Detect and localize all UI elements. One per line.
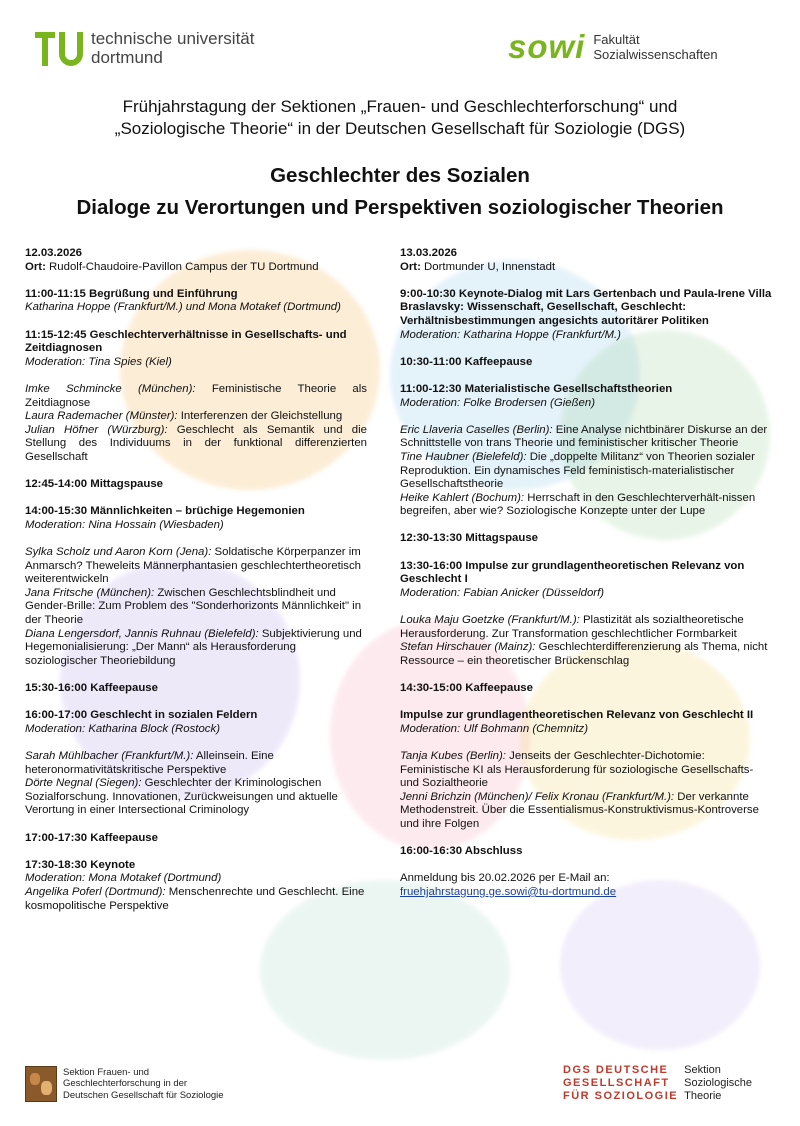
talk-title: Menschenrechte und Geschlecht. Eine kosmopolitische Perspektive: [25, 885, 365, 912]
talk-title: Soldatische Körperpanzer im Anmarsch? Theweleits Männerphantasien geschlechtertheoretisch weiterentwickeln: [25, 546, 362, 586]
talk: [400, 614, 775, 641]
talk-title: Jenseits der Geschlechter-Dichotomie: Feministische KI als Herausforderung für soziologische Gesellschafts- und Sozialtheorie: [400, 749, 754, 790]
talk-speaker: Angelika Poferl (Dortmund):: [25, 885, 166, 898]
session-title: 17:00-17:30 Kaffeepause: [25, 831, 158, 844]
day1-date: 12.03.2026: [25, 247, 83, 259]
session-talks: [25, 750, 367, 818]
session-mittagspause: [400, 532, 775, 546]
registration-text: Anmeldung bis 20.02.2026 per E-Mail an:: [400, 872, 610, 885]
session-moderation: Moderation: Katharina Block (Rostock): [25, 722, 220, 735]
intro-line1: Frühjahrstagung der Sektionen „Frauen- und Geschlechterforschung“ und: [122, 97, 678, 116]
talk-title: Geschlecht als Semantik und die Stellung des Individuums in der funktional differenzierten Gesellschaft: [25, 423, 367, 463]
footer-left-line1: Sektion Frauen- und: [63, 1066, 150, 1078]
intro-text: [40, 96, 760, 140]
tu-name-line2: dortmund: [91, 48, 163, 67]
day2-ort-label: Ort:: [400, 260, 421, 273]
registration: [400, 872, 775, 899]
title-line2: Dialoge zu Verortungen und Perspektiven soziologischer Theorien: [76, 196, 724, 219]
session-talks: [25, 383, 367, 465]
session-welcome: [25, 288, 367, 315]
talk: [25, 628, 367, 669]
page-title: [40, 160, 760, 224]
talk-speaker: Jana Fritsche (München):: [25, 586, 155, 599]
session-title: 14:00-15:30 Männlichkeiten – brüchige Hegemonien: [25, 505, 305, 518]
talk-title: Der verkannte Methodenstreit. Über die Essentialismus-Konstruktivismus-Kontroverse und ihre Folgen: [400, 790, 759, 830]
session-title: 15:30-16:00 Kaffeepause: [25, 682, 158, 694]
talk: [25, 750, 367, 777]
talk: [25, 886, 367, 913]
sowi-fakultaet: Fakultät: [593, 32, 640, 47]
day2-header: [400, 247, 775, 274]
talk-title: Herrschaft in den Geschlechterverhält-nissen begreifen, aber wie? Soziologische Konzepte unter der Lupe: [400, 491, 756, 518]
registration-email-link[interactable]: fruehjahrstagung.ge.sowi@tu-dortmund.de: [400, 885, 617, 898]
dgs-line3: FÜR SOZIOLOGIE: [563, 1090, 679, 1102]
talk: [400, 791, 775, 832]
dgs-logo: [563, 1064, 678, 1103]
talk: [400, 641, 775, 668]
talk: [25, 587, 367, 628]
talk-speaker: Tanja Kubes (Berlin):: [400, 749, 506, 762]
sowi-wordmark: sowi: [508, 28, 586, 65]
session-kaffeepause: [25, 682, 367, 696]
talk-speaker: Laura Rademacher (Münster):: [25, 410, 178, 423]
talk-speaker: Diana Lengersdorf, Jannis Ruhnau (Bielefeld):: [25, 627, 259, 640]
session-zeitdiagnosen: [25, 329, 367, 370]
day1-header: [25, 247, 367, 274]
dgs-line1: DGS DEUTSCHE: [563, 1064, 669, 1076]
talk-speaker: Julian Höfner (Würzburg):: [25, 423, 168, 436]
talk-speaker: Heike Kahlert (Bochum):: [400, 491, 525, 504]
talk: [25, 383, 367, 410]
talk: [400, 492, 775, 519]
session-title: 11:00-11:15 Begrüßung und Einführung: [25, 287, 238, 300]
talk-speaker: Sarah Mühlbacher (Frankfurt/M.):: [25, 749, 194, 762]
session-kaffeepause: [400, 682, 775, 696]
talk: [25, 546, 367, 587]
talk: [25, 424, 367, 465]
tu-logo-icon: [33, 28, 83, 68]
talk-title: Alleinsein. Eine heteronormativitätskritische Perspektive: [25, 749, 274, 776]
footer-sektion-frauen: [25, 1066, 224, 1102]
day2-ort: Dortmunder U, Innenstadt: [420, 260, 556, 273]
session-talks: [25, 546, 367, 668]
session-keynote: [25, 859, 367, 913]
sektion-logo-icon: [25, 1066, 57, 1102]
talk: [400, 750, 775, 791]
sekt-line3: Theorie: [684, 1090, 722, 1102]
tu-name-line1: technische universität: [91, 29, 255, 48]
footer-left-line2: Geschlechterforschung in der: [63, 1078, 188, 1090]
session-title: 16:00-16:30 Abschluss: [400, 845, 523, 858]
talk-title: Zwischen Geschlechtsblindheit und Gender-Brille: Zum Problem des "Sonderhorizonts Männlichkeit" in der Theorie: [25, 586, 362, 627]
talk-title: Geschlechter der Kriminologischen Sozialforschung. Innovationen, Zurückweisungen und aktuelle Verortung in einer Intersectional Criminology: [25, 777, 338, 817]
day2-column: [400, 247, 775, 913]
session-maennlichkeiten: [25, 505, 367, 532]
talk-speaker: Louka Maju Goetzke (Frankfurt/M.):: [400, 614, 580, 627]
session-moderation: Moderation: Fabian Anicker (Düsseldorf): [400, 586, 605, 599]
tu-dortmund-logo: [33, 28, 254, 68]
day2-date: 13.03.2026: [400, 247, 458, 259]
talk-title: Geschlechterdifferenzierung als Thema, nicht Ressource – ein theoretischer Brückenschlag: [400, 641, 768, 667]
talk-speaker: Jenni Brichzin (München)/ Felix Kronau (Frankfurt/M.):: [400, 790, 675, 803]
talk-speaker: Sylka Scholz und Aaron Korn (Jena):: [25, 546, 212, 559]
session-title: 17:30-18:30 Keynote: [25, 858, 136, 871]
talk-speaker: Eric Llaveria Caselles (Berlin):: [400, 423, 553, 436]
session-talks: [400, 750, 775, 832]
session-impulse-2: [400, 709, 775, 736]
session-people: Katharina Hoppe (Frankfurt/M.) und Mona Motakef (Dortmund): [25, 301, 341, 314]
sowi-logo: [508, 30, 718, 64]
session-abschluss: [400, 845, 775, 859]
session-moderation: Moderation: Nina Hossain (Wiesbaden): [25, 518, 224, 531]
session-title: 12:45-14:00 Mittagspause: [25, 478, 164, 491]
sekt-line2: Soziologische: [684, 1077, 752, 1089]
session-title: 11:00-12:30 Materialistische Gesellschaftstheorien: [400, 382, 673, 395]
talk: [400, 451, 775, 492]
session-impulse-1: [400, 560, 775, 601]
session-moderation: Moderation: Folke Brodersen (Gießen): [400, 396, 595, 409]
talk-speaker: Imke Schmincke (München):: [25, 382, 196, 395]
session-moderation: Moderation: Tina Spies (Kiel): [25, 355, 172, 368]
talk-speaker: Dörte Negnal (Siegen):: [25, 777, 142, 790]
day1-ort-label: Ort:: [25, 260, 46, 273]
dgs-line2: GESELLSCHAFT: [563, 1077, 670, 1089]
sowi-faculty-name: Sozialwissenschaften: [593, 47, 718, 62]
session-title: Impulse zur grundlagentheoretischen Relevanz von Geschlecht II: [400, 709, 754, 722]
talk-title: Die „doppelte Militanz“ von Theorien sozialer Reproduktion. Ein dynamisches Feld feministisch-materialistischer Gesellschaftstheorie: [400, 450, 755, 491]
talk: [400, 424, 775, 451]
session-moderation: Moderation: Katharina Hoppe (Frankfurt/M.): [400, 328, 621, 341]
session-materialistische: [400, 383, 775, 410]
session-title: 16:00-17:00 Geschlecht in sozialen Feldern: [25, 709, 258, 722]
day1-column: [25, 247, 367, 927]
intro-line2: „Soziologische Theorie“ in der Deutschen Gesellschaft für Soziologie (DGS): [114, 119, 686, 138]
session-mittagspause: [25, 478, 367, 492]
talk: [25, 410, 367, 424]
session-title: 10:30-11:00 Kaffeepause: [400, 355, 533, 368]
session-title: 12:30-13:30 Mittagspause: [400, 532, 539, 545]
sektion-theorie: [684, 1064, 752, 1103]
talk-title: Plastizität als sozialtheoretische Herausforderung. Zur Transformation geschlechtlicher Formbarkeit: [400, 614, 744, 640]
talk-title: Subjektivierung und Hegemonialisierung: „Der Mann“ als Herausforderung soziologischer Theoriebildung: [25, 627, 362, 667]
footer-left-line3: Deutschen Gesellschaft für Soziologie: [63, 1089, 224, 1101]
talk: [25, 777, 367, 818]
session-kaffeepause: [25, 832, 367, 846]
talk-title: Feministische Theorie als Zeitdiagnose: [25, 382, 367, 409]
session-title: 13:30-16:00 Impulse zur grundlagentheoretischen Relevanz von Geschlecht I: [400, 559, 745, 586]
session-moderation: Moderation: Ulf Bohmann (Chemnitz): [400, 722, 589, 735]
talk-title: Interferenzen der Gleichstellung: [177, 410, 343, 423]
session-title: 14:30-15:00 Kaffeepause: [400, 682, 533, 694]
session-title: 11:15-12:45 Geschlechterverhältnisse in Gesellschafts- und Zeitdiagnosen: [25, 328, 347, 355]
session-kaffeepause: [400, 356, 775, 370]
session-talks: [400, 614, 775, 668]
session-title: 9:00-10:30 Keynote-Dialog mit Lars Gertenbach und Paula-Irene Villa Braslavsky: Wissenschaft, Gesellschaft, Geschlecht: Verhältnisbestimmungen angesichts autoritärer Politiken: [400, 287, 772, 327]
title-line1: Geschlechter des Sozialen: [270, 164, 530, 187]
footer-dgs: [563, 1064, 752, 1103]
sekt-line1: Sektion: [684, 1064, 721, 1076]
talk-speaker: Stefan Hirschauer (Mainz):: [400, 641, 536, 654]
session-talks: [400, 424, 775, 519]
talk-speaker: Tine Haubner (Bielefeld):: [400, 450, 527, 463]
session-keynote-dialog: [400, 288, 775, 342]
day1-ort: Rudolf-Chaudoire-Pavillon Campus der TU Dortmund: [45, 260, 319, 273]
session-moderation: Moderation: Mona Motakef (Dortmund): [25, 872, 222, 885]
session-soziale-felder: [25, 709, 367, 736]
talk-title: Eine Analyse nichtbinärer Diskurse an der Schnittstelle von trans Theorie und feministischer kritischer Theorie: [400, 423, 768, 450]
